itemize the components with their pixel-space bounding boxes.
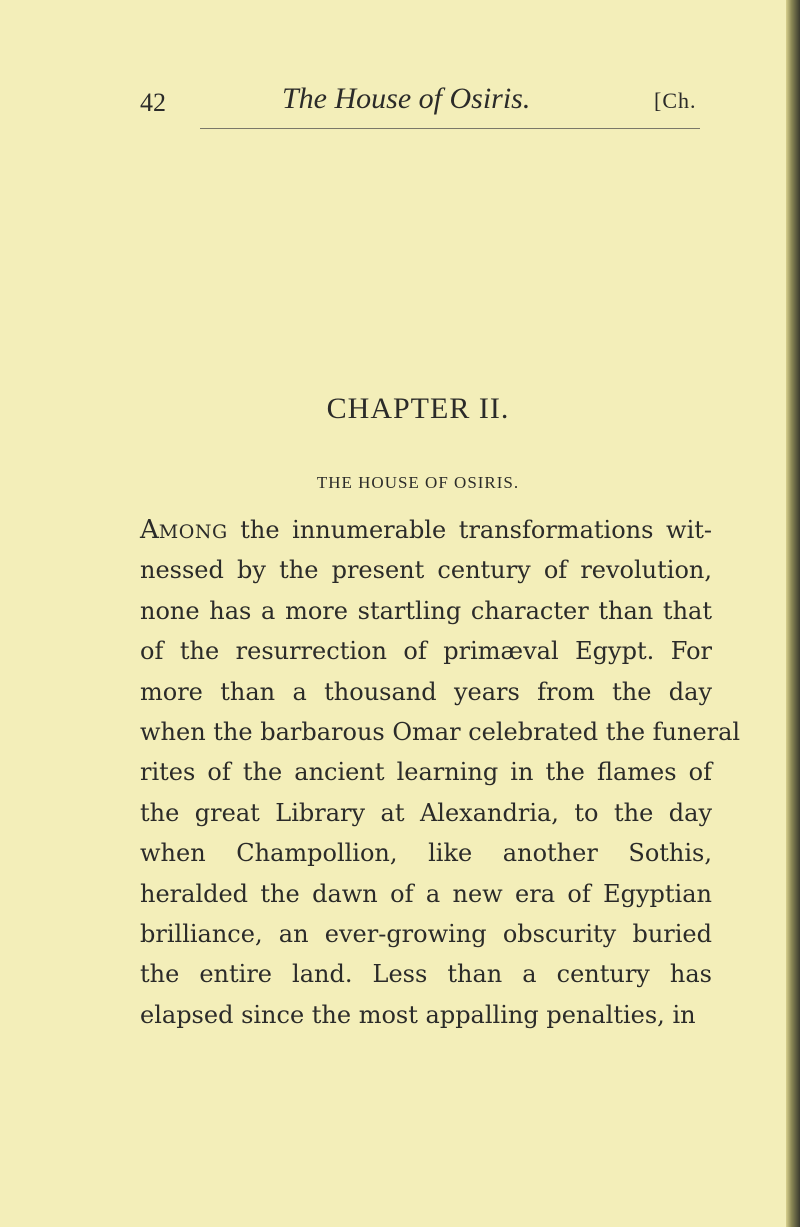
small-caps-initial: A: [140, 515, 159, 545]
text-line: more than a thousand years from the day: [140, 677, 712, 706]
text-line: elapsed since the most appalling penalties, in: [140, 1000, 696, 1029]
text-line: none has a more startling character than that: [140, 596, 712, 625]
page-number: 42: [140, 88, 166, 117]
chapter-number: CHAPTER II.: [326, 392, 510, 425]
text-line: when Champollion, like another Sothis,: [140, 839, 712, 868]
text-line: of the resurrection of primæval Egypt. For: [140, 637, 712, 666]
text-line: rites of the ancient learning in the flames of: [140, 758, 712, 787]
text-line: the great Library at Alexandria, to the day: [140, 798, 712, 827]
text-line: nessed by the present century of revolution,: [140, 556, 712, 585]
page-edge-shadow: [786, 0, 800, 1227]
text-line: brilliance, an ever-growing obscurity buried: [140, 919, 712, 948]
text-line: the entire land. Less than a century has: [140, 960, 712, 989]
text-line: [140, 510, 712, 550]
chapter-reference: [Ch.: [654, 88, 697, 113]
text-line: heralded the dawn of a new era of Egyptian: [140, 879, 712, 908]
running-title: The House of Osiris.: [282, 82, 531, 115]
running-head: [0, 82, 800, 122]
first-line-text: the innumerable transformations wit-: [227, 516, 712, 544]
header-rule: [200, 128, 700, 129]
text-line: when the barbarous Omar celebrated the funeral: [140, 717, 741, 746]
body-text: [140, 510, 741, 1035]
small-caps-rest: MONG: [158, 521, 228, 543]
chapter-title: THE HOUSE OF OSIRIS.: [316, 473, 520, 492]
